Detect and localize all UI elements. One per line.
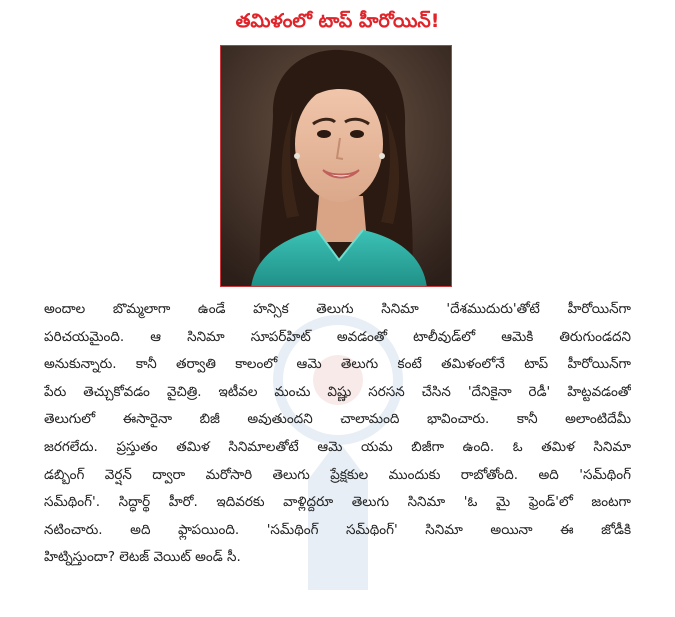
- article-line: సమ్‌థింగ్'. సిద్ధార్థ్ హీరో. ఇదివరకు వాళ్లిద్దరూ తెలుగు సినిమా 'ఓ మై ఫ్రెండ్'లో జంటగా: [44, 494, 631, 511]
- article-headline: తమిళంలో టాప్ హీరోయిన్!: [235, 10, 440, 32]
- article-line: పేరు తెచ్చుకోవడం వైచిత్రి. ఇటీవల మంచు విష్ణు సరసన చేసిన 'దేనికైనా రెడీ' హిట్టవడంతో: [44, 383, 631, 400]
- article-line: అందాల బొమ్మలాగా ఉండే హన్సిక తెలుగు సినిమా 'దేశముదురు'తోటే హీరోయిన్‌గా: [44, 301, 631, 317]
- article-photo: [220, 45, 452, 287]
- article-line: తెలుగులో ఈసారైనా బిజీ అవుతుందని చాలామంది భావించారు. కానీ అలాంటిదేమీ: [44, 411, 631, 428]
- article-line: డబ్బింగ్ వెర్షన్ ద్వారా మరోసారి తెలుగు ప్రేక్షకుల ముందుకు రాబోతోంది. అది 'సమ్‌థింగ్: [44, 466, 631, 483]
- actress-portrait-photo-icon: [221, 46, 452, 287]
- article-line: పరిచయమైంది. ఆ సినిమా సూపర్‌హిట్ అవడంతో టాలీవుడ్‌లో ఆమెకి తిరుగుండదని: [44, 328, 631, 345]
- article-body: [44, 296, 631, 572]
- article-line: జరగలేదు. ప్రస్తుతం తమిళ సినిమాలతోటే ఆమె యమ బిజీగా ఉంది. ఓ తమిళ సినిమా: [44, 438, 631, 455]
- article-line: అనుకున్నారు. కానీ తర్వాతి కాలంలో ఆమె తెలుగు కంటే తమిళంలోనే టాప్ హీరోయిన్‌గా: [44, 356, 631, 373]
- article-line: హిట్నిస్తుందా? లెటజ్ వెయిట్ అండ్ సీ.: [44, 549, 241, 566]
- article-line: నటించారు. అది ఫ్లాపయింది. 'సమ్‌థింగ్ సమ్‌థింగ్' సినిమా అయినా ఈ జోడీకి: [44, 521, 631, 538]
